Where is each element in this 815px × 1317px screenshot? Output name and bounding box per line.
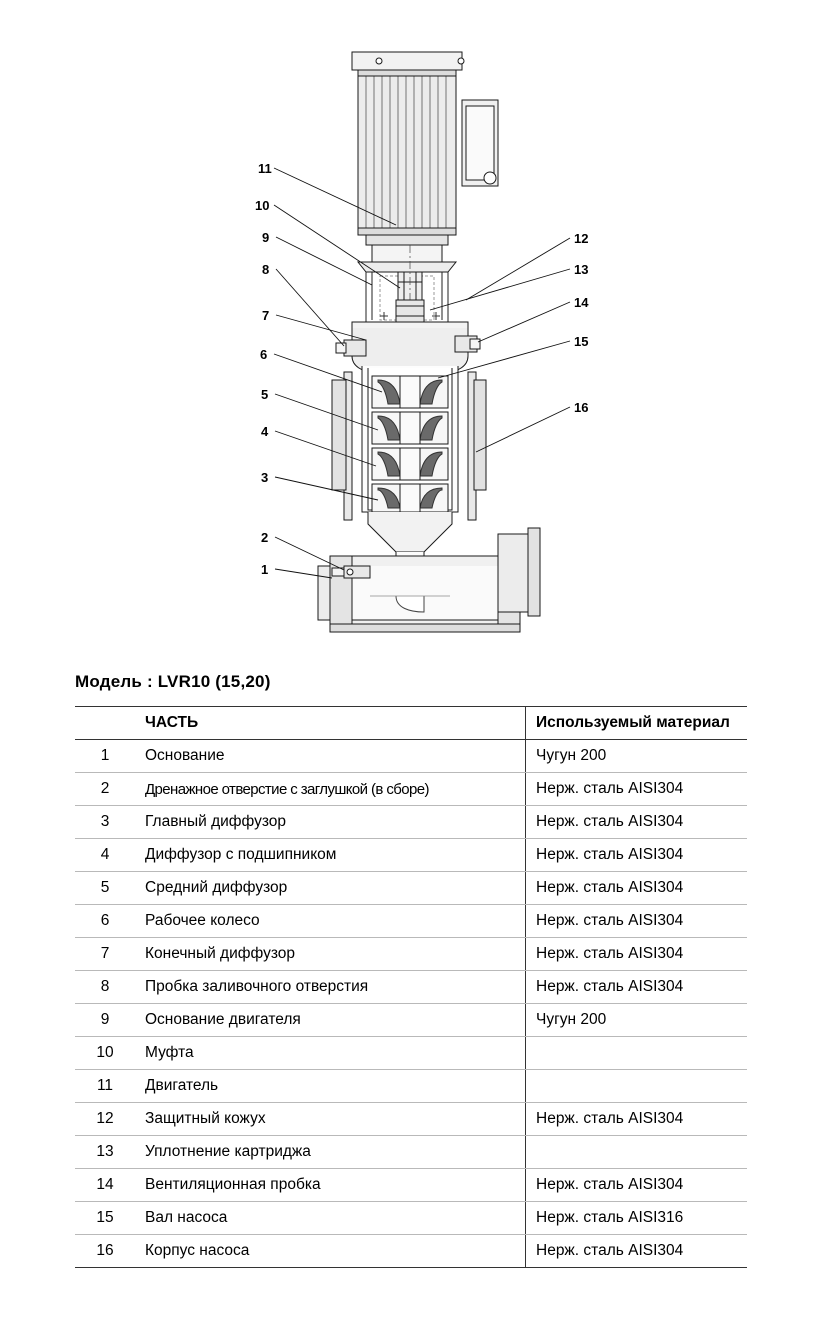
- row-part: Пробка заливочного отверстия: [135, 971, 526, 1004]
- row-material: Нерж. сталь AISI304: [526, 773, 748, 806]
- row-part: Основание двигателя: [135, 1004, 526, 1037]
- row-material: Нерж. сталь AISI304: [526, 1235, 748, 1268]
- row-material: Нерж. сталь AISI304: [526, 971, 748, 1004]
- row-part: Рабочее колесо: [135, 905, 526, 938]
- row-number: 8: [75, 971, 135, 1004]
- row-material: Нерж. сталь AISI304: [526, 839, 748, 872]
- row-number: 9: [75, 1004, 135, 1037]
- model-title: Модель : LVR10 (15,20): [75, 672, 271, 691]
- callout-7: 7: [262, 308, 270, 323]
- row-number: 2: [75, 773, 135, 806]
- table-row: [75, 1136, 747, 1169]
- table-row: [75, 872, 747, 905]
- callout-10: 10: [255, 198, 270, 213]
- callout-14: 14: [574, 295, 589, 310]
- callout-16: 16: [574, 400, 589, 415]
- callout-4: 4: [261, 424, 269, 439]
- row-part: Двигатель: [135, 1070, 526, 1103]
- table-row: [75, 1169, 747, 1202]
- header-part: ЧАСТЬ: [135, 707, 526, 740]
- callout-9: 9: [262, 230, 270, 245]
- callout-2: 2: [261, 530, 269, 545]
- callout-3: 3: [261, 470, 269, 485]
- row-material: Чугун 200: [526, 740, 748, 773]
- row-number: 15: [75, 1202, 135, 1235]
- table-row: [75, 938, 747, 971]
- table-row: [75, 773, 747, 806]
- row-number: 10: [75, 1037, 135, 1070]
- row-part: Защитный кожух: [135, 1103, 526, 1136]
- callout-11: 11: [258, 161, 272, 176]
- table-row: [75, 740, 747, 773]
- callout-13: 13: [574, 262, 589, 277]
- row-part: Вал насоса: [135, 1202, 526, 1235]
- row-part: Основание: [135, 740, 526, 773]
- row-material: Нерж. сталь AISI304: [526, 806, 748, 839]
- callout-12: 12: [574, 231, 589, 246]
- parts-table-body: [75, 740, 747, 1268]
- callout-15: 15: [574, 334, 589, 349]
- row-material: Нерж. сталь AISI304: [526, 938, 748, 971]
- row-part: Муфта: [135, 1037, 526, 1070]
- pump-drawing-svg: [0, 0, 815, 655]
- row-number: 13: [75, 1136, 135, 1169]
- row-part: Главный диффузор: [135, 806, 526, 839]
- row-material: [526, 1070, 748, 1103]
- table-header-row: [75, 707, 747, 740]
- row-number: 11: [75, 1070, 135, 1103]
- callout-8: 8: [262, 262, 270, 277]
- row-number: 5: [75, 872, 135, 905]
- table-row: [75, 806, 747, 839]
- table-row: [75, 1202, 747, 1235]
- parts-table: [75, 706, 747, 1268]
- row-number: 4: [75, 839, 135, 872]
- callout-1: 1: [261, 562, 269, 577]
- row-material: Нерж. сталь AISI304: [526, 905, 748, 938]
- header-material: Используемый материал: [526, 707, 748, 740]
- table-row: [75, 971, 747, 1004]
- row-part: Конечный диффузор: [135, 938, 526, 971]
- row-material: Нерж. сталь AISI316: [526, 1202, 748, 1235]
- pump-cutaway-diagram: [0, 0, 815, 655]
- row-number: 1: [75, 740, 135, 773]
- row-number: 14: [75, 1169, 135, 1202]
- row-number: 7: [75, 938, 135, 971]
- table-row: [75, 1103, 747, 1136]
- row-part: Дренажное отверстие с заглушкой (в сборе): [135, 773, 526, 806]
- row-material: Нерж. сталь AISI304: [526, 1169, 748, 1202]
- callout-5: 5: [261, 387, 269, 402]
- callout-6: 6: [260, 347, 268, 362]
- row-part: Средний диффузор: [135, 872, 526, 905]
- row-number: 12: [75, 1103, 135, 1136]
- parts-table-head: [75, 707, 747, 740]
- row-part: Диффузор с подшипником: [135, 839, 526, 872]
- row-material: [526, 1037, 748, 1070]
- table-row: [75, 1004, 747, 1037]
- row-number: 16: [75, 1235, 135, 1268]
- row-part: Вентиляционная пробка: [135, 1169, 526, 1202]
- row-number: 3: [75, 806, 135, 839]
- table-row: [75, 1070, 747, 1103]
- table-row: [75, 1235, 747, 1268]
- row-material: Нерж. сталь AISI304: [526, 872, 748, 905]
- table-row: [75, 905, 747, 938]
- row-number: 6: [75, 905, 135, 938]
- row-material: Нерж. сталь AISI304: [526, 1103, 748, 1136]
- row-part: Уплотнение картриджа: [135, 1136, 526, 1169]
- table-row: [75, 1037, 747, 1070]
- row-material: Чугун 200: [526, 1004, 748, 1037]
- table-row: [75, 839, 747, 872]
- row-part: Корпус насоса: [135, 1235, 526, 1268]
- row-material: [526, 1136, 748, 1169]
- header-number: [75, 707, 135, 740]
